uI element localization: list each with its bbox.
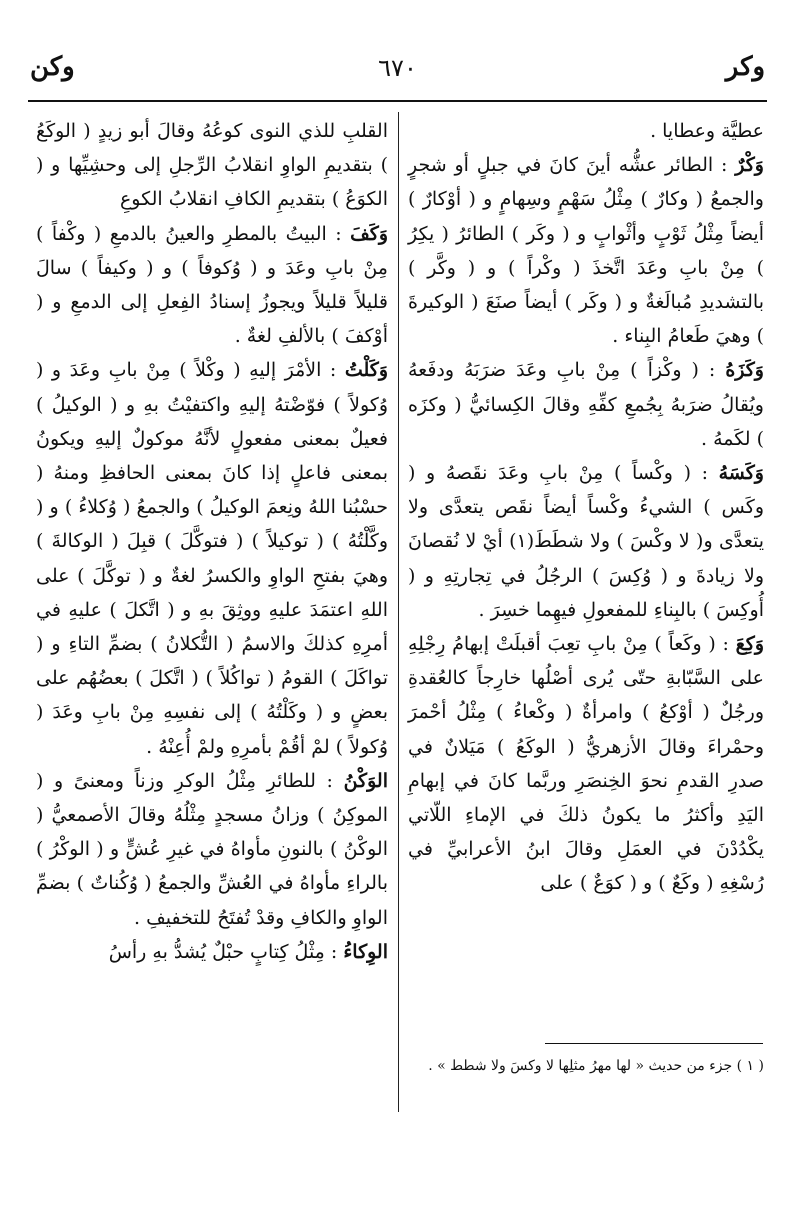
- entry-headword: وَكَفَ: [350, 222, 388, 245]
- entry: [408, 353, 764, 456]
- entry: [36, 114, 388, 217]
- entry-text: : ( وكْزاً ) مِنْ بابِ وعَدَ ضرَبَهُ ودفَعهُ ويُقالُ ضرَبهُ بِجُمعِ كفِّهِ وقالَ الكِسائيُّ ( وكزَه ) لكَمهُ .: [408, 359, 764, 450]
- header-rule: [28, 100, 767, 102]
- column-divider: [398, 112, 399, 1112]
- entry-text: : ( وكْساً ) مِنْ بابِ وعَدَ نقَصهُ و ( وكَس ) الشيءُ وكْساً أيضاً نقَص يتعدَّى ولا يتعدَّى و( لا وكْسَ ) ولا شطَطَ(١) أيْ لا نُقصانَ ولا زيادةَ و ( وُكِسَ ) الرجُلُ في تِجارتِهِ و ( أُوكِسَ ) بالبِناءِ للمفعولِ فيهِما خسِرَ .: [408, 462, 764, 621]
- entry-headword: وَكْرٌ: [735, 154, 764, 177]
- footnote-rule: [545, 1043, 763, 1044]
- entry: [36, 935, 388, 969]
- entry-text: : الطائر عشُّه أينَ كانَ في جبلٍ أو شجرٍ والجمعُ ( وكارٌ ) مِثْلُ سَهْمٍ وسِهامٍ و ( أوْكارٌ ) أيضاً مِثْلُ ثَوْبٍ وأثْوابٍ و ( وكَر ) الطائرُ ( يكِرُ ) مِنْ بابِ وعَدَ اتَّخذَ ( وكْراً ) و ( وكَّر ) بالتشديدِ مُبالَغةٌ و ( وكَر ) أيضاً صنَعَ ( الوكيرةَ ) وهيَ طَعامُ البِناء .: [408, 154, 764, 348]
- entry-headword: وَكَلْتُ: [344, 359, 388, 382]
- entry: [36, 217, 388, 354]
- entry: [36, 353, 388, 763]
- header-left-word: وكن: [30, 52, 75, 82]
- entry-text: عطيَّة وعطايا .: [650, 120, 764, 142]
- entry: [408, 456, 764, 627]
- entry-headword: الوَكْنُ: [343, 769, 388, 792]
- footnote: ( ١ ) جزء من حديث « لها مهرُ مثلِها لا وكسَ ولا شطط » .: [428, 1058, 764, 1074]
- entry-headword: الوِكاءُ: [343, 940, 388, 963]
- right-column: [408, 114, 764, 901]
- left-column: [36, 114, 388, 969]
- page-header: [30, 52, 765, 92]
- entry: [36, 764, 388, 935]
- entry: [408, 627, 764, 901]
- entry-text: : الأمْرَ إليهِ ( وكْلاً ) مِنْ بابِ وعَدَ و ( وُكولاً ) فوّضْتهُ إليهِ واكتفيْتُ بهِ و ( الوكيلُ ) فعيلٌ بمعنى مفعولٍ لأنَّهُ موكولٌ إليهِ ويكونُ بمعنى فاعلٍ إذا كانَ بمعنى الحافظِ ومنهُ ( حسْبُنا اللهُ ونِعمَ الوكيلُ ) والجمعُ ( وُكلاءُ ) و ( وكَّلْتُهُ ) ( توكيلاً ) ( فتوكَّلَ ) قبِلَ ( الوكالةَ ) وهيَ بفتحِ الواوِ والكسرُ لغةٌ و ( توكَّلَ ) على اللهِ اعتمَدَ عليهِ ووثِقَ بهِ و ( اتَّكلَ ) عليهِ في أمرِهِ كذلكَ والاسمُ ( التُّكلانُ ) بضمِّ التاءِ و ( تواكَلَ ) القومُ ( تواكُلاً ) ( اتَّكلَ ) بعضُهُم على بعضٍ و ( وكَلْتُهُ ) إلى نفسِهِ مِنْ بابِ وعَدَ ( وُكولاً ) لمْ أقُمْ بأمرِهِ ولمْ أُعِنْهُ .: [36, 359, 388, 758]
- entry: [408, 148, 764, 353]
- entry-text: : مِثْلُ كِتابٍ حبْلٌ يُشدُّ بهِ رأسُ: [108, 940, 338, 963]
- entry-text: : البيتُ بالمطرِ والعينُ بالدمعِ ( وكْفاً ) مِنْ بابِ وعَدَ و ( وُكوفاً ) و ( وكيفاً ) سالَ قليلاً قليلاً ويجوزُ إسنادُ الفِعلِ إلى الدمعِ و ( أوْكفَ ) بالألفِ لغةٌ .: [36, 222, 388, 348]
- header-right-word: وكر: [725, 52, 765, 82]
- page-number: ٦٧٠: [378, 54, 417, 82]
- entry-text: القلبِ للذي النوى كوعُهُ وقالَ أبو زيدٍ ( الوكَعُ ) بتقديمِ الواوِ انقلابُ الرِّجلِ إلى وحشِيِّها و ( الكوَعُ ) بتقديمِ الكافِ انقلابُ الكوعِ: [36, 120, 388, 211]
- entry: [408, 114, 764, 148]
- entry-headword: وَكِعَ: [735, 633, 764, 656]
- entry-text: : للطائرِ مِثْلُ الوكرِ وزناً ومعنىً و ( الموكِنُ ) وزانُ مسجدٍ مِثْلُهُ وقالَ الأصمعيُّ ( الوكْنُ ) بالنونِ مأواهُ في غيرِ عُشٍّ و ( الوكْرُ ) بالراءِ مأواهُ في العُشِّ والجمعُ ( وُكُناتٌ ) بضمِّ الواوِ والكافِ وقدْ تُفتَحُ للتخفيفِ .: [36, 769, 388, 929]
- entry-headword: وَكَسَهُ: [718, 462, 764, 485]
- entry-text: : ( وكَعاً ) مِنْ بابِ تعِبَ أقبلَتْ إبهامُ رِجْلِهِ على السَّبّابةِ حتّى يُرى أصْلُها خارِجاً كالعُقدةِ ورجُلٌ ( أوْكعُ ) وامرأةٌ ( وكْعاءُ ) مِثْلُ أحْمرَ وحمْراءَ وقالَ الأزهريُّ ( الوكَعُ ) مَيَلانٌ في صدرِ القدمِ نحوَ الخِنصَرِ وربَّما كانَ في إبهامِ اليَدِ وأكثرُ ما يكونُ ذلكَ في الإماءِ اللّاتي يكْدُدْنَ في العمَلِ وقالَ ابنُ الأعرابيِّ في رُسْغِهِ ( وكَعٌ ) و ( كوَعٌ ) على: [408, 633, 764, 895]
- entry-headword: وَكَزَهُ: [725, 359, 764, 382]
